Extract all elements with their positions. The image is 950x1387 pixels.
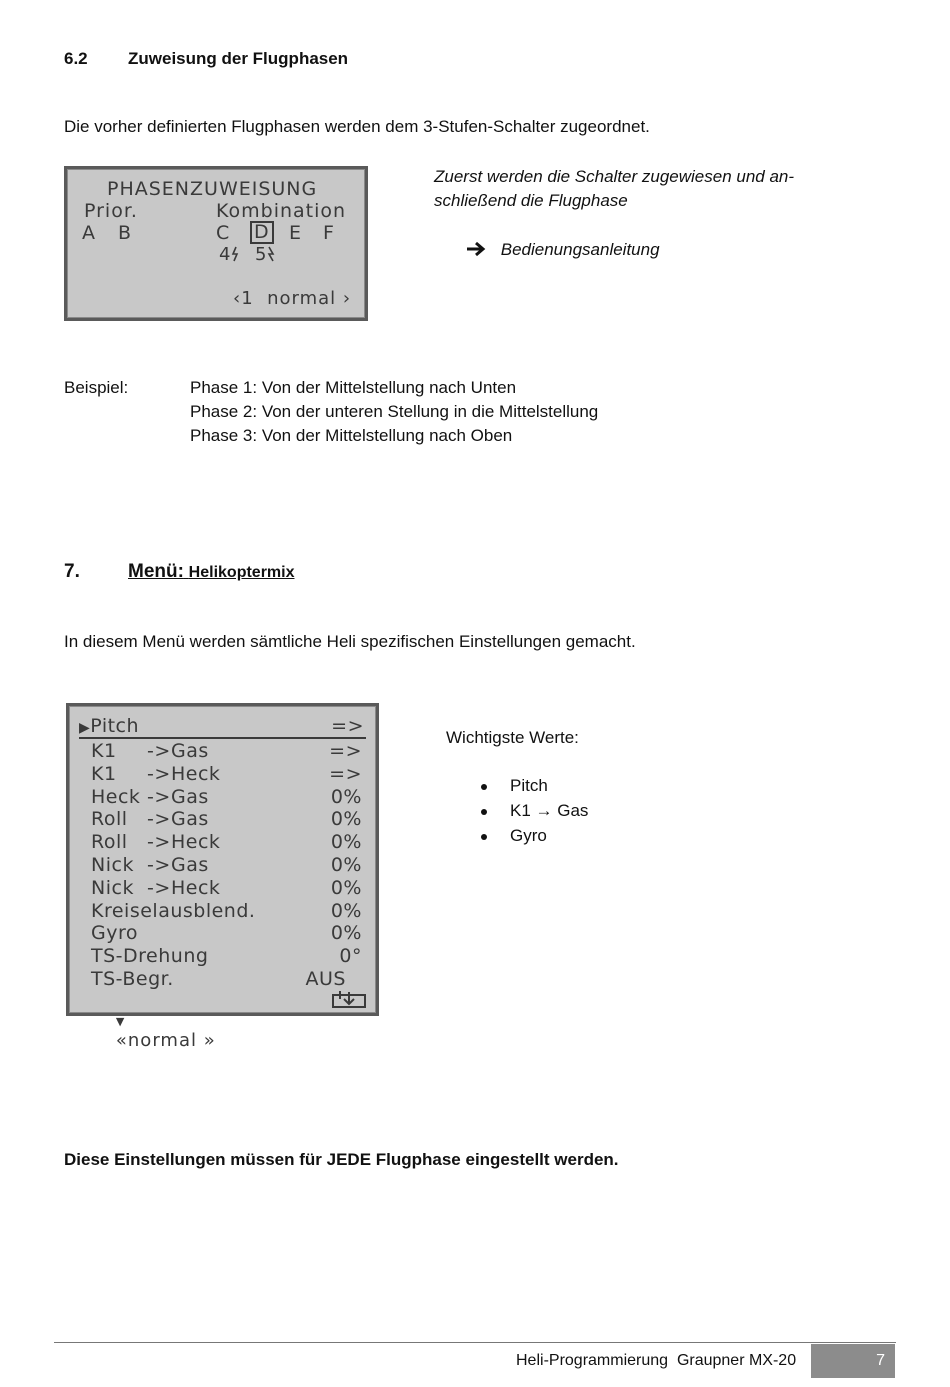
screen-title: PHASENZUWEISUNG — [107, 178, 318, 200]
important-list — [448, 776, 588, 851]
menu-row-label: K1 — [91, 762, 117, 785]
section-title: Menü: Helikoptermix — [128, 561, 295, 582]
phase-selector[interactable]: ‹1 normal › — [233, 288, 352, 309]
menu-row-value: 0% — [330, 831, 362, 854]
arrow-right-icon — [466, 241, 486, 257]
komb-f: F — [323, 222, 335, 244]
menu-row-target: Heck — [171, 876, 221, 899]
footer-title: Heli-Programmierung Graupner MX-20 — [516, 1352, 797, 1369]
arrow-icon: -> — [147, 831, 171, 854]
section-title: Zuweisung der Flugphasen — [128, 49, 349, 68]
kombination-label: Kombination — [216, 200, 347, 222]
switch-5: 5 — [255, 244, 275, 265]
prior-a: A — [82, 222, 96, 244]
menu-row-value: 0% — [330, 808, 362, 831]
menu-row-label: Nick — [91, 876, 134, 899]
phase-assignment-screen — [64, 166, 368, 321]
arrow-icon: -> — [147, 762, 171, 785]
selection-cursor-icon: ▶ — [79, 720, 91, 736]
switch-symbol-icon — [267, 246, 275, 262]
arrow-icon: -> — [147, 808, 171, 831]
example-phase-2: Phase 2: Von der unteren Stellung in die Mittelstellung — [190, 402, 599, 421]
menu-row-value: 0° — [339, 945, 362, 968]
arrow-icon: -> — [147, 854, 171, 876]
switch-symbol-icon — [231, 246, 239, 262]
section-intro: Die vorher definierten Flugphasen werden dem 3-Stufen-Schalter zugeordnet. — [64, 117, 650, 136]
menu-row[interactable] — [91, 854, 364, 876]
menu-row-value: 0% — [330, 854, 362, 876]
important-heading: Wichtigste Werte: — [446, 728, 579, 747]
menu-row[interactable] — [91, 740, 364, 762]
menu-row-target: Heck — [171, 831, 221, 854]
menu-row-label: Kreiselausblend. — [91, 899, 256, 922]
note-line-1: Zuerst werden die Schalter zugewiesen und an- — [434, 167, 795, 186]
arrow-icon: -> — [147, 740, 171, 762]
menu-row-label: K1 — [91, 740, 117, 762]
note-line-2: schließend die Flugphase — [434, 191, 628, 210]
komb-d-selected[interactable]: D — [250, 221, 274, 244]
prior-b: B — [118, 222, 133, 244]
menu-row[interactable] — [91, 763, 364, 785]
menu-row-target: Heck — [171, 762, 221, 785]
reference-note — [466, 240, 660, 260]
phase-footer: ▼ «normal » — [115, 1015, 216, 1051]
section-intro: In diesem Menü werden sämtliche Heli spezifischen Einstellungen gemacht. — [64, 632, 636, 651]
menu-row-value: => — [329, 762, 362, 785]
helicopter-mix-screen — [66, 703, 379, 1051]
list-item: Pitch — [448, 776, 588, 801]
closing-statement: Diese Einstellungen müssen für JEDE Flugphase eingestellt werden. — [64, 1150, 619, 1169]
menu-row-label: Roll — [91, 831, 128, 854]
section-number: 6.2 — [64, 49, 88, 68]
menu-row-label: Nick — [91, 854, 134, 876]
komb-c: C — [216, 222, 231, 244]
chevron-left-icon: ‹ — [233, 288, 242, 309]
menu-row[interactable] — [91, 900, 364, 922]
example-phase-3: Phase 3: Von der Mittelstellung nach Oben — [190, 426, 513, 445]
example-label: Beispiel: — [64, 378, 129, 397]
switch-4: 4 — [219, 244, 239, 265]
list-item: K1 → Gas — [448, 801, 588, 826]
menu-row-label: TS-Drehung — [91, 945, 209, 968]
footer-divider — [54, 1342, 896, 1343]
menu-row[interactable] — [91, 808, 364, 830]
komb-e: E — [289, 222, 303, 244]
menu-row[interactable] — [91, 945, 364, 967]
list-item: Gyro — [448, 826, 588, 851]
scroll-down-icon: ▼ — [115, 1015, 126, 1028]
menu-row-target: Gas — [171, 854, 209, 876]
menu-row-value: => — [329, 740, 362, 762]
arrow-icon: -> — [147, 876, 171, 899]
menu-row-target: Gas — [171, 785, 209, 808]
menu-row-target: Gas — [171, 740, 209, 762]
page-number: 7 — [876, 1352, 885, 1369]
menu-row-target: Gas — [171, 808, 209, 831]
menu-row-label: Heck — [91, 785, 141, 808]
menu-row-value: 0% — [330, 785, 362, 808]
menu-row[interactable] — [91, 877, 364, 899]
menu-row-pitch[interactable]: ▶Pitch => — [79, 715, 364, 737]
menu-row[interactable] — [91, 786, 364, 808]
menu-row[interactable] — [91, 922, 364, 944]
menu-row[interactable] — [91, 831, 364, 853]
reference-text: Bedienungsanleitung — [500, 240, 660, 259]
menu-row-value: AUS — [305, 968, 346, 990]
menu-row[interactable] — [91, 968, 364, 990]
menu-row-label: Gyro — [91, 922, 138, 945]
menu-row-label: Roll — [91, 808, 128, 831]
page-number-box — [811, 1344, 895, 1378]
menu-row-value: 0% — [330, 876, 362, 899]
section-number: 7. — [64, 561, 80, 582]
phase-switch-icon — [332, 990, 366, 1008]
menu-row-value: 0% — [330, 922, 362, 945]
chevron-right-icon: › — [342, 288, 352, 309]
menu-row-value: 0% — [330, 899, 362, 922]
menu-row-label: TS-Begr. — [91, 968, 174, 990]
example-phase-1: Phase 1: Von der Mittelstellung nach Unten — [190, 378, 517, 397]
arrow-icon: -> — [147, 785, 171, 808]
prior-label: Prior. — [84, 200, 138, 222]
